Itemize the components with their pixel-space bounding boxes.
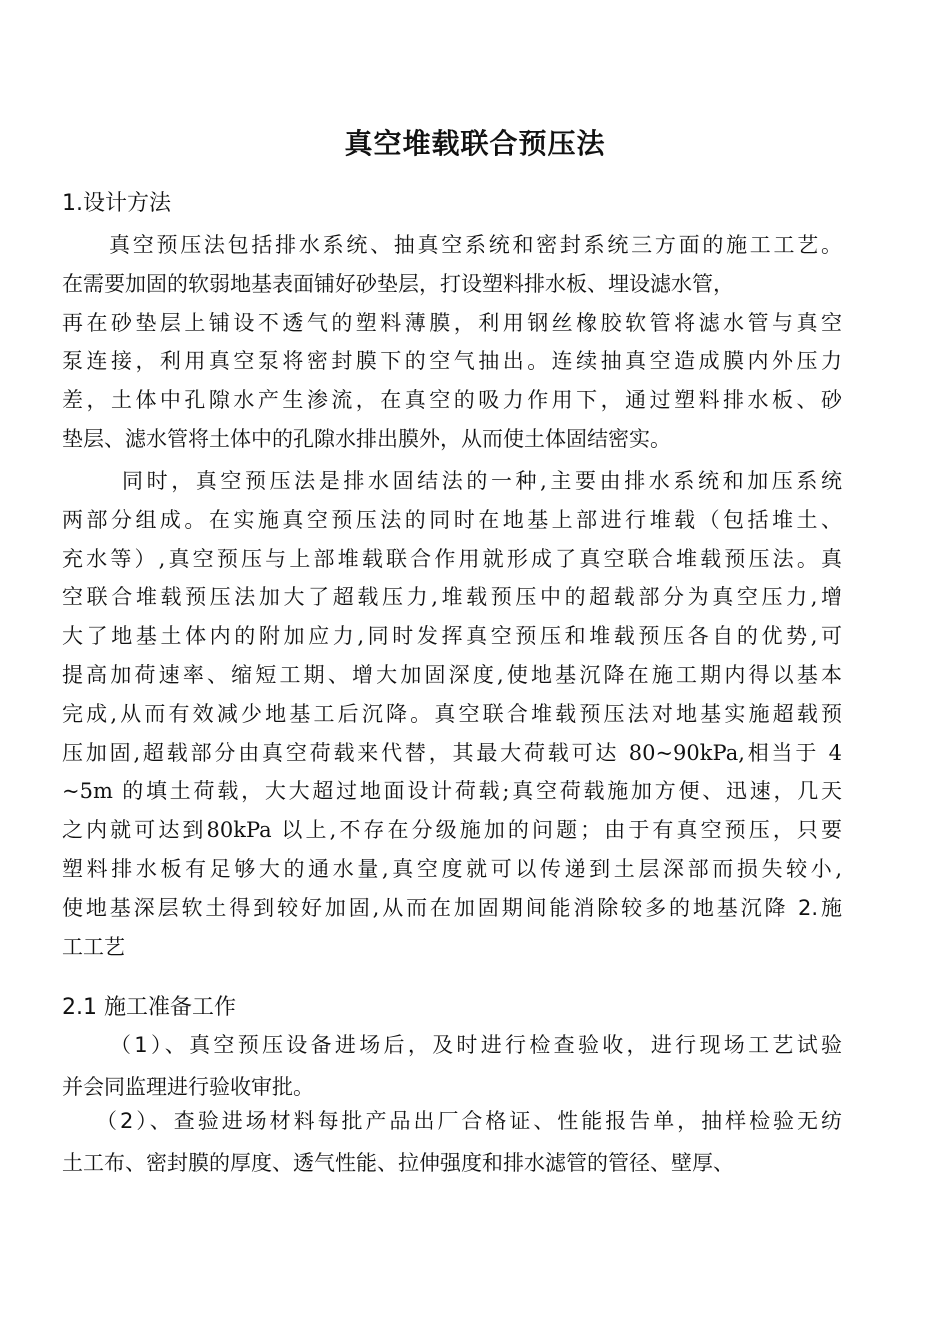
paragraph-line-text: 使地基深层软土得到较好加固,从而在加固期间能消除较多的地基沉降: [62, 895, 789, 920]
section-2-1-heading: 2.1 施工准备工作: [62, 995, 236, 1020]
paragraph-line: 在需要加固的软弱地基表面铺好砂垫层，打设塑料排水板、埋设滤水管，: [62, 271, 734, 296]
paragraph-line: [62, 889, 842, 928]
paragraph-line: （1）、真空预压设备进场后，及时进行检查验收，进行现场工艺试验: [110, 1033, 842, 1057]
section-1-paragraph-1: [62, 226, 842, 459]
section-1-paragraph-2: [62, 462, 842, 966]
paragraph-line: 空联合堆载预压法加大了超载压力,堆载预压中的超载部分为真空压力,增: [62, 585, 842, 610]
paragraph-line: （2）、查验进场材料每批产品出厂合格证、性能报告单，抽样检验无纺: [96, 1109, 842, 1133]
paragraph-line: 完成,从而有效减少地基工后沉降。真空联合堆载预压法对地基实施超载预: [62, 701, 842, 726]
paragraph-line: 两部分组成。在实施真空预压法的同时在地基上部进行堆载（包括堆土、: [62, 507, 842, 532]
paragraph-line: 压加固,超载部分由真空荷载来代替，其最大荷载可达 80~90kPa,相当于 4: [62, 740, 842, 765]
paragraph-line: 之内就可达到80kPa 以上,不存在分级施加的问题；由于有真空预压，只要: [62, 818, 842, 843]
paragraph-line: 同时，真空预压法是排水固结法的一种,主要由排水系统和加压系统: [122, 469, 842, 493]
paragraph-line: 并会同监理进行验收审批。: [62, 1075, 314, 1099]
paragraph-line: 垫层、滤水管将土体中的孔隙水排出膜外，从而使土体固结密实。: [62, 426, 671, 451]
section-2-heading-part-1: 2.施: [798, 895, 842, 920]
paragraph-line: 提高加荷速率、缩短工期、增大加固深度,使地基沉降在施工期内得以基本: [62, 662, 842, 687]
section-2-1-item-2: [62, 1100, 842, 1184]
paragraph-line: 再在砂垫层上铺设不透气的塑料薄膜，利用钢丝橡胶软管将滤水管与真空: [62, 310, 842, 335]
paragraph-line: 土工布、密封膜的厚度、透气性能、拉伸强度和排水滤管的管径、壁厚、: [62, 1151, 734, 1175]
paragraph-line: 大了地基土体内的附加应力,同时发挥真空预压和堆载预压各自的优势,可: [62, 624, 842, 649]
paragraph-line: 塑料排水板有足够大的通水量,真空度就可以传递到土层深部而损失较小,: [62, 856, 842, 881]
section-2-heading-part-2: 工工艺: [62, 934, 125, 959]
document-title: 真空堆载联合预压法: [344, 127, 606, 160]
paragraph-line: 差，土体中孔隙水产生渗流，在真空的吸力作用下，通过塑料排水板、砂: [62, 388, 842, 413]
section-2-1-item-1: [62, 1024, 842, 1108]
paragraph-line: 泵连接，利用真空泵将密封膜下的空气抽出。连续抽真空造成膜内外压力: [62, 349, 842, 374]
section-1-heading: 1.设计方法: [62, 191, 171, 216]
paragraph-line: 充水等）,真空预压与上部堆载联合作用就形成了真空联合堆载预压法。真: [62, 546, 842, 571]
paragraph-line: 真空预压法包括排水系统、抽真空系统和密封系统三方面的施工工艺。: [109, 233, 842, 257]
paragraph-line: ~5m 的填土荷载，大大超过地面设计荷载;真空荷载施加方便、迅速，几天: [62, 779, 842, 804]
